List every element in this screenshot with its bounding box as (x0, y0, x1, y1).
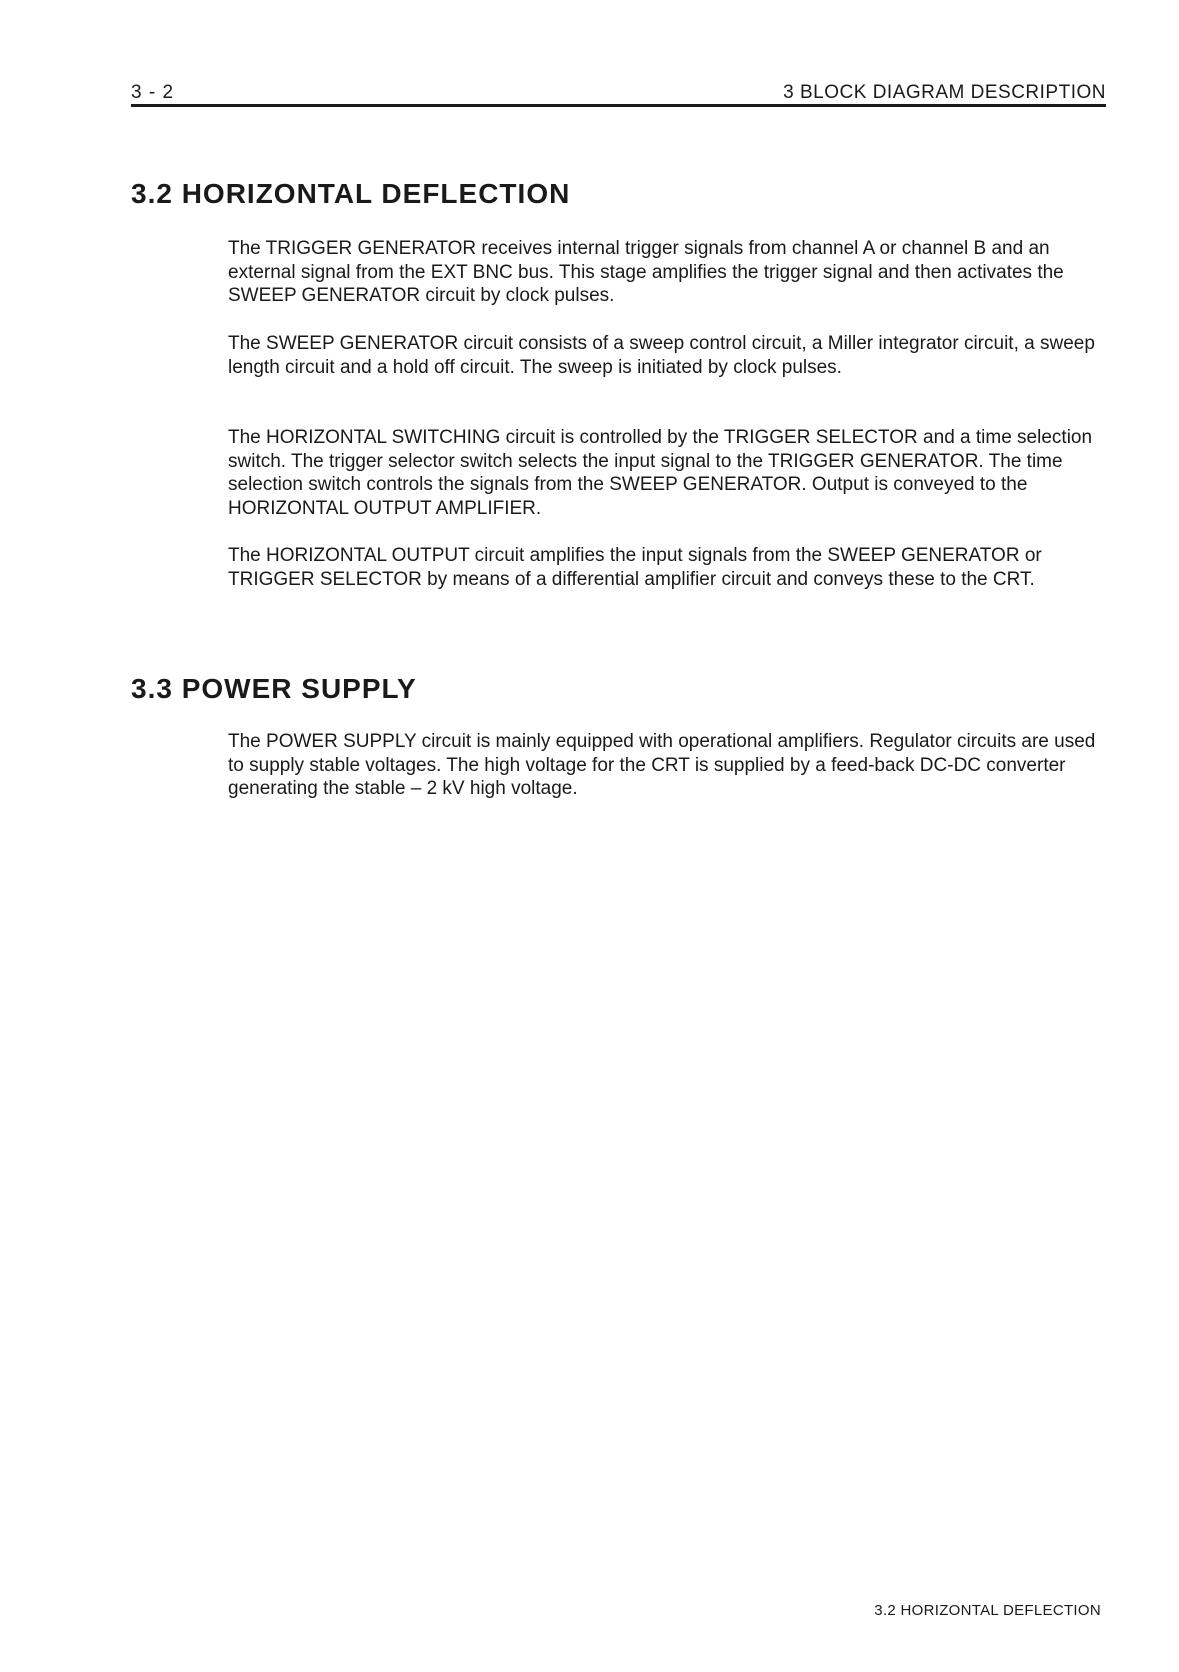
paragraph-sweep-generator: The SWEEP GENERATOR circuit consists of a sweep control circuit, a Miller integrator circuit, a sweep length circuit and a hold off circuit. The sweep is initiated by clock pulses. (228, 333, 1095, 378)
section-heading-power-supply: 3.3 POWER SUPPLY (131, 673, 417, 704)
paragraph-horizontal-output: The HORIZONTAL OUTPUT circuit amplifies the input signals from the SWEEP GENERATOR or TRIGGER SELECTOR by means of a differential amplifier circuit and conveys these to the CRT. (228, 545, 1042, 590)
paragraph-trigger-generator: The TRIGGER GENERATOR receives internal trigger signals from channel A or channel B and an external signal from the EXT BNC bus. This stage amplifies the trigger signal and then activates the SWEEP GENERATOR circuit by clock pulses. (228, 238, 1064, 306)
paragraph-horizontal-switching: The HORIZONTAL SWITCHING circuit is controlled by the TRIGGER SELECTOR and a time selection switch. The trigger selector switch selects the input signal to the TRIGGER GENERATOR. The time selection switch controls the signals from the SWEEP GENERATOR. Output is conveyed to the HORIZONTAL OUTPUT AMPLIFIER. (228, 427, 1093, 519)
section-heading-horizontal-deflection: 3.2 HORIZONTAL DEFLECTION (131, 178, 571, 209)
chapter-title: 3 BLOCK DIAGRAM DESCRIPTION (783, 82, 1106, 103)
page-number: 3 - 2 (131, 82, 175, 103)
paragraph-power-supply: The POWER SUPPLY circuit is mainly equipped with operational amplifiers. Regulator circuits are used to supply stable voltages. The high voltage for the CRT is supplied by a feed-back DC-DC converter generating the stable – 2 kV high voltage. (228, 731, 1096, 799)
footer-label: 3.2 HORIZONTAL DEFLECTION (874, 1602, 1101, 1619)
page-header (131, 78, 1106, 107)
